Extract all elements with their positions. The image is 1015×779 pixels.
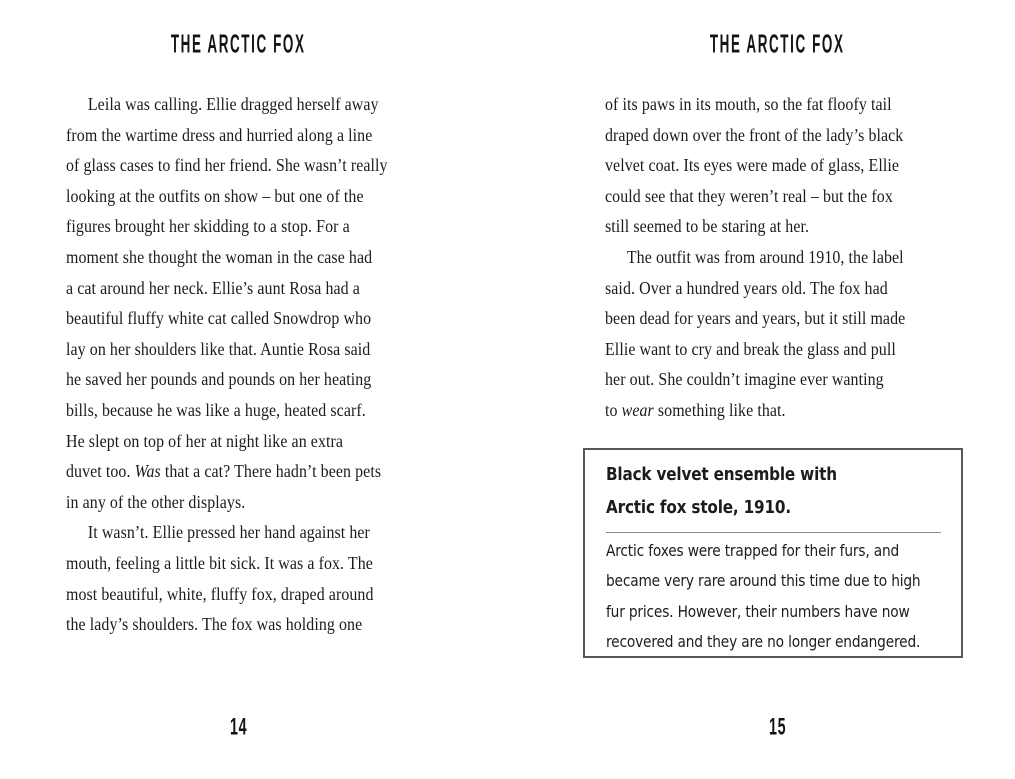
text-line: he saved her pounds and pounds on her heating [66,369,372,390]
text-line: of its paws in its mouth, so the fat floofy tail [605,94,892,114]
text-line: most beautiful, white, fluffy fox, draped around [66,583,374,604]
text-line: bills, because he was like a huge, heated scarf. [66,399,366,420]
text-line: mouth, feeling a little bit sick. It was a fox. The [66,552,373,573]
page-number-value: 14 [229,714,248,741]
text-line: Black velvet ensemble with [606,465,837,485]
text-line: looking at the outfits on show – but one of the [66,185,364,206]
text-line: to wear something like that. [605,399,786,420]
text-line: moment she thought the woman in the case had [66,246,373,267]
text-line: fur prices. However, their numbers have now [606,601,910,621]
text-line: been dead for years and years, but it still made [605,308,906,329]
caption-title [606,459,940,525]
text-line: The outfit was from around 1910, the label [626,246,904,267]
text-line: figures brought her skidding to a stop. For a [66,216,350,237]
text-line: the lady’s shoulders. The fox was holding one [66,614,363,635]
chapter-title: THE ARCTIC FOX [710,30,845,59]
text-line: a cat around her neck. Ellie’s aunt Rosa had a [66,277,360,298]
body-text-right [605,89,950,426]
text-line: duvet too. Was that a cat? There hadn’t been pets [66,461,382,482]
caption-divider [606,532,941,533]
text-line: recovered and they are no longer endangered. [606,632,921,652]
right-page [605,0,950,779]
text-line: velvet coat. Its eyes were made of glass, Ellie [605,155,899,176]
page-number-right [605,714,950,741]
text-line: from the wartime dress and hurried along a line [66,124,373,145]
text-line: still seemed to be staring at her. [605,216,810,237]
text-line: said. Over a hundred years old. The fox had [605,277,888,298]
text-line: He slept on top of her at night like an extra [66,430,344,451]
text-line: could see that they weren’t real – but the fox [605,185,893,206]
page-number-left [66,714,411,741]
page-number-value: 15 [768,714,787,741]
chapter-header-left [66,30,411,59]
text-line: beautiful fluffy white cat called Snowdrop who [66,308,372,329]
text-line: lay on her shoulders like that. Auntie Rosa said [66,338,371,359]
text-line: became very rare around this time due to high [606,571,921,591]
body-text-left [66,89,411,640]
caption-box [583,448,963,658]
text-line: Arctic fox stole, 1910. [606,498,791,518]
text-line: her out. She couldn’t imagine ever wanting [605,369,884,390]
chapter-header-right [605,30,950,59]
text-line: Ellie want to cry and break the glass and pull [605,338,896,359]
text-line: in any of the other displays. [66,491,246,512]
caption-body [606,536,940,658]
text-line: It wasn’t. Ellie pressed her hand against her [87,522,370,543]
chapter-title: THE ARCTIC FOX [171,30,306,59]
text-line: Arctic foxes were trapped for their furs, and [606,541,900,560]
text-line: Leila was calling. Ellie dragged herself away [87,94,379,114]
text-line: draped down over the front of the lady’s black [605,124,904,145]
left-page [66,0,411,779]
text-line: of glass cases to find her friend. She wasn’t really [66,155,388,176]
caption-box-content [606,459,940,658]
